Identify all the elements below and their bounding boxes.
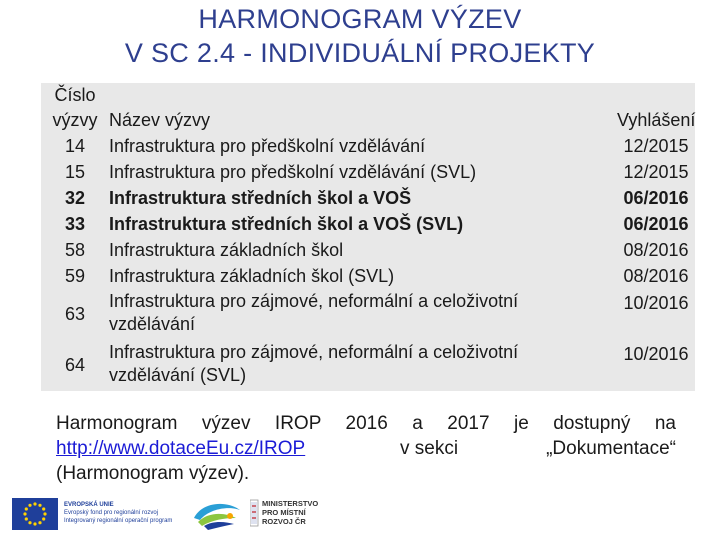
- row-announcement: 10/2016: [623, 293, 689, 313]
- row-announcement: 08/2016: [623, 266, 689, 286]
- row-number: 59: [64, 266, 86, 286]
- row-name: Infrastruktura středních škol a VOŠ (SVL): [109, 214, 464, 234]
- row-name-line1: Infrastruktura pro zájmové, neformální a celoživotní: [109, 291, 519, 311]
- row-announcement: 12/2015: [623, 162, 689, 182]
- slide-title-line2: V SC 2.4 - INDIVIDUÁLNÍ PROJEKTY: [124, 38, 596, 68]
- row-name: Infrastruktura základních škol: [109, 240, 344, 260]
- calls-table: [41, 83, 695, 391]
- eu-text-line3: Integrovaný regionální operační program: [64, 518, 173, 524]
- row-name: Infrastruktura pro předškolní vzdělávání: [109, 136, 426, 156]
- header-number-line2: výzvy: [52, 110, 98, 130]
- header-name-label: Název výzvy: [109, 110, 211, 130]
- table-row: [41, 237, 695, 263]
- row-name-line2: vzdělávání: [109, 314, 196, 334]
- eu-text-line2: Evropský fond pro regionální rozvoj: [64, 510, 159, 516]
- row-name-line1: Infrastruktura pro zájmové, neformální a celoživotní: [109, 342, 519, 362]
- ministry-text-line3: ROZVOJ ČR: [262, 517, 306, 526]
- logo-footer: [0, 490, 720, 540]
- row-number: 33: [64, 214, 86, 234]
- ministry-logo-text: [262, 499, 318, 526]
- row-name: Infrastruktura pro předškolní vzdělávání (SVL): [109, 162, 477, 182]
- note-in-section: v sekci: [400, 438, 459, 459]
- header-announcement: [617, 83, 695, 133]
- row-name: [109, 290, 617, 338]
- row-name: Infrastruktura středních škol a VOŠ: [109, 188, 412, 208]
- table-row: [41, 263, 695, 289]
- row-announcement: 08/2016: [623, 240, 689, 260]
- row-number: 63: [64, 303, 86, 324]
- row-name: [109, 341, 617, 389]
- note-line3: (Harmonogram výzev).: [56, 463, 250, 484]
- row-announcement: 06/2016: [623, 188, 689, 208]
- row-number: 58: [64, 240, 86, 260]
- row-number: 64: [64, 354, 86, 375]
- row-announcement: 06/2016: [623, 214, 689, 234]
- header-name: [109, 83, 617, 133]
- table-header-row: [41, 83, 695, 133]
- table-row: [41, 159, 695, 185]
- table-row: [41, 290, 695, 338]
- irop-logo: [190, 496, 244, 532]
- row-announcement: 12/2015: [623, 136, 689, 156]
- note-line1: Harmonogram výzev IROP 2016 a 2017 je dostupný na: [56, 413, 676, 434]
- row-announcement: 10/2016: [623, 344, 689, 364]
- header-number-line1: Číslo: [54, 85, 96, 105]
- header-number: [41, 83, 109, 133]
- eu-flag-logo: [12, 498, 58, 530]
- eu-logo-text: [64, 501, 184, 525]
- table-row: [41, 133, 695, 159]
- table-row: [41, 211, 695, 237]
- eu-text-line1: EVROPSKÁ UNIE: [64, 502, 114, 508]
- irop-link[interactable]: http://www.dotaceEu.cz/IROP: [56, 438, 306, 459]
- ministry-text-line1: MINISTERSTVO: [262, 499, 319, 508]
- table-row: [41, 185, 695, 211]
- table-row: [41, 341, 695, 389]
- ministry-text-line2: PRO MÍSTNÍ: [262, 508, 306, 517]
- row-number: 14: [64, 136, 86, 156]
- row-number: 15: [64, 162, 86, 182]
- row-name: Infrastruktura základních škol (SVL): [109, 266, 395, 286]
- note-section-name: „Dokumentace“: [546, 438, 676, 459]
- row-number: 32: [64, 188, 86, 208]
- slide-title-line1: HARMONOGRAM VÝZEV: [198, 4, 522, 34]
- row-name-line2: vzdělávání (SVL): [109, 365, 247, 385]
- header-announcement-label: Vyhlášení: [617, 110, 696, 130]
